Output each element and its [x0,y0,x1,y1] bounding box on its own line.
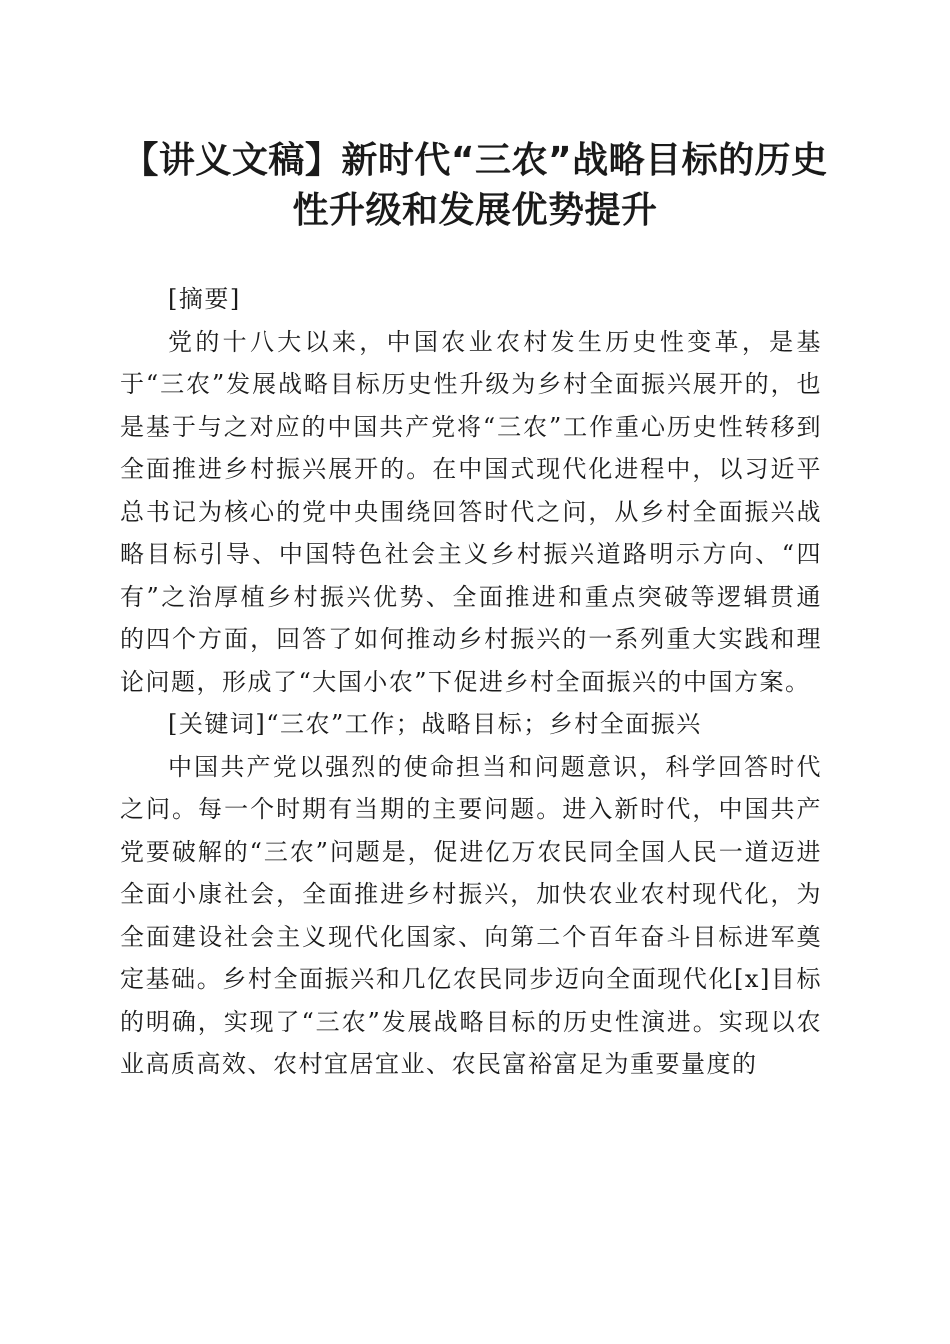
keywords-line: [关键词]“三农”工作；战略目标；乡村全面振兴 [168,710,702,738]
document-body [120,278,822,1086]
abstract-label: [摘要] [168,285,241,313]
abstract-paragraph: 党的十八大以来，中国农业农村发生历史性变革，是基于“三农”发展战略目标历史性升级为乡村全面振兴展开的，也是基于与之对应的中国共产党将“三农”工作重心历史性转移到全面推进乡村振兴展开的。在中国式现代化进程中，以习近平总书记为核心的党中央围绕回答时代之问，从乡村全面振兴战略目标引导、中国特色社会主义乡村振兴道路明示方向、“四有”之治厚植乡村振兴优势、全面推进和重点突破等逻辑贯通的四个方面，回答了如何推动乡村振兴的一系列重大实践和理论问题，形成了“大国小农”下促进乡村全面振兴的中国方案。 [120,327,822,696]
document-title: 【讲义文稿】新时代“三农”战略目标的历史性升级和发展优势提升 [122,140,828,231]
body-paragraph: 中国共产党以强烈的使命担当和问题意识，科学回答时代之问。每一个时期有当期的主要问题。进入新时代，中国共产党要破解的“三农”问题是，促进亿万农民同全国人民一道迈进全面小康社会，全面推进乡村振兴，加快农业农村现代化，为全面建设社会主义现代化国家、向第二个百年奋斗目标进军奠定基础。乡村全面振兴和几亿农民同步迈向全面现代化[x]目标的明确，实现了“三农”发展战略目标的历史性演进。实现以农业高质高效、农村宜居宜业、农民富裕富足为重要量度的 [120,752,822,1078]
